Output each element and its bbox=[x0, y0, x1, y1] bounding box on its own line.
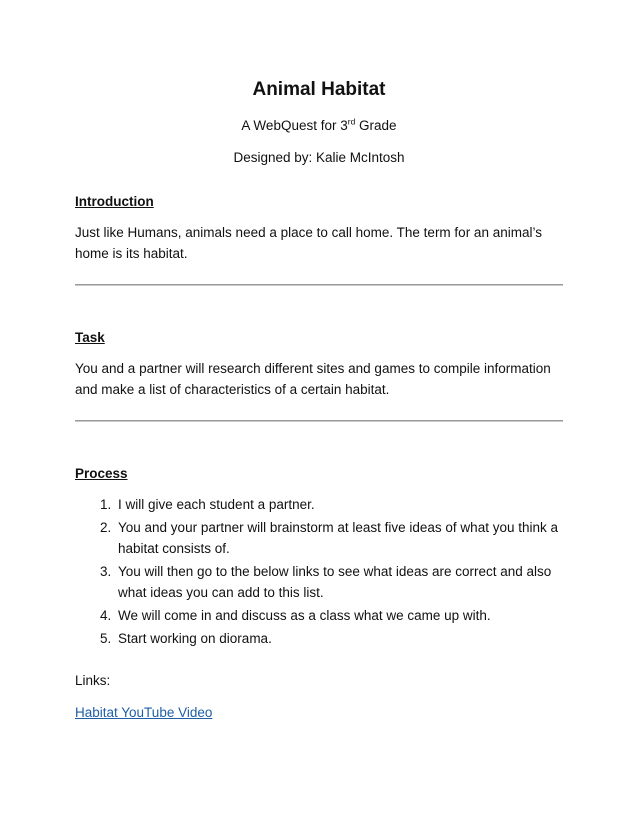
process-heading: Process bbox=[75, 466, 128, 481]
document-content bbox=[75, 78, 563, 723]
designer-line: Designed by: Kalie McIntosh bbox=[233, 150, 405, 165]
document-subtitle bbox=[75, 116, 563, 136]
subtitle-superscript: rd bbox=[347, 116, 356, 127]
process-step: 2. You and your partner will brainstorm at least five ideas of what you think a habitat consists of. bbox=[115, 517, 563, 559]
process-step: 5. Start working on diorama. bbox=[115, 628, 563, 649]
process-step: 4. We will come in and discuss as a class what we came up with. bbox=[115, 605, 563, 626]
introduction-heading: Introduction bbox=[75, 194, 154, 209]
process-step: 3. You will then go to the below links to see what ideas are correct and also what ideas you can add to this list. bbox=[115, 561, 563, 603]
habitat-youtube-video-link[interactable]: Habitat YouTube Video bbox=[75, 705, 213, 720]
task-text: You and a partner will research different sites and games to compile information and make a list of characteristics of a certain habitat. bbox=[75, 361, 551, 397]
process-step: 1. I will give each student a partner. bbox=[115, 494, 563, 515]
task-heading: Task bbox=[75, 330, 105, 345]
links-list bbox=[75, 703, 563, 723]
links-label: Links: bbox=[75, 673, 111, 688]
subtitle-suffix: Grade bbox=[355, 118, 397, 133]
introduction-text: Just like Humans, animals need a place to call home. The term for an animal’s home is its habitat. bbox=[75, 225, 542, 261]
document-title: Animal Habitat bbox=[252, 79, 386, 100]
subtitle-prefix: A WebQuest for 3 bbox=[241, 118, 348, 133]
process-list bbox=[75, 494, 563, 649]
